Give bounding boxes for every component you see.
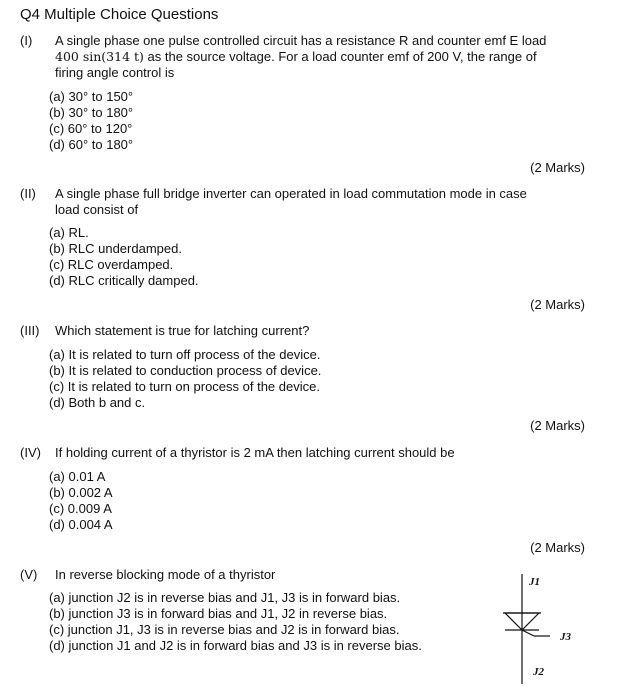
option-b: (b) RLC underdamped. xyxy=(49,241,182,256)
option-a: (a) It is related to turn off process of the device. xyxy=(49,347,321,362)
question-text-line: Which statement is true for latching current? xyxy=(55,323,310,338)
question-text-line xyxy=(55,49,537,65)
option-b: (b) 0.002 A xyxy=(49,485,113,500)
thyristor-symbol-icon xyxy=(490,568,600,693)
option-d: (d) Both b and c. xyxy=(49,395,146,410)
question-number: (I) xyxy=(20,33,33,48)
thyristor-diagram xyxy=(490,568,600,693)
j1-label: J1 xyxy=(529,576,540,588)
question-text-line: A single phase one pulse controlled circuit has a resistance R and counter emf E load xyxy=(55,33,547,48)
question-text-line: load consist of xyxy=(55,202,139,217)
option-a: (a) 0.01 A xyxy=(49,469,106,484)
option-a: (a) 30° to 150° xyxy=(49,89,134,104)
option-a: (a) RL. xyxy=(49,225,89,240)
question-text-line: In reverse blocking mode of a thyristor xyxy=(55,567,276,582)
question-number: (V) xyxy=(20,567,38,582)
question-text-line: If holding current of a thyristor is 2 mA then latching current should be xyxy=(55,445,455,460)
option-d: (d) RLC critically damped. xyxy=(49,273,199,288)
option-d: (d) 0.004 A xyxy=(49,517,113,532)
question-number: (IV) xyxy=(20,445,41,460)
option-c: (c) It is related to turn on process of the device. xyxy=(49,379,320,394)
option-c: (c) 60° to 120° xyxy=(49,121,133,136)
option-d: (d) junction J1 and J2 is in forward bias and J3 is in reverse bias. xyxy=(49,638,422,653)
option-c: (c) 0.009 A xyxy=(49,501,112,516)
j2-label: J2 xyxy=(533,666,544,678)
section-title: Q4 Multiple Choice Questions xyxy=(20,6,219,23)
marks-label: (2 Marks) xyxy=(530,160,585,175)
question-text-line: firing angle control is xyxy=(55,65,175,80)
j3-label: J3 xyxy=(560,631,571,643)
option-a: (a) junction J2 is in reverse bias and J1, J3 is in forward bias. xyxy=(49,590,401,605)
question-text-line: A single phase full bridge inverter can operated in load commutation mode in case xyxy=(55,186,527,201)
math-expression: 400 sin(314 t) xyxy=(55,49,144,64)
question-number: (II) xyxy=(20,186,36,201)
option-b: (b) 30° to 180° xyxy=(49,105,134,120)
marks-label: (2 Marks) xyxy=(530,418,585,433)
option-c: (c) RLC overdamped. xyxy=(49,257,174,272)
option-d: (d) 60° to 180° xyxy=(49,137,134,152)
marks-label: (2 Marks) xyxy=(530,297,585,312)
question-text-rest: as the source voltage. For a load counter emf of 200 V, the range of xyxy=(143,49,537,64)
option-b: (b) It is related to conduction process of device. xyxy=(49,363,322,378)
question-number: (III) xyxy=(20,323,40,338)
option-b: (b) junction J3 is in forward bias and J1, J2 in reverse bias. xyxy=(49,606,388,621)
marks-label: (2 Marks) xyxy=(530,540,585,555)
option-c: (c) junction J1, J3 is in reverse bias and J2 is in forward bias. xyxy=(49,622,400,637)
